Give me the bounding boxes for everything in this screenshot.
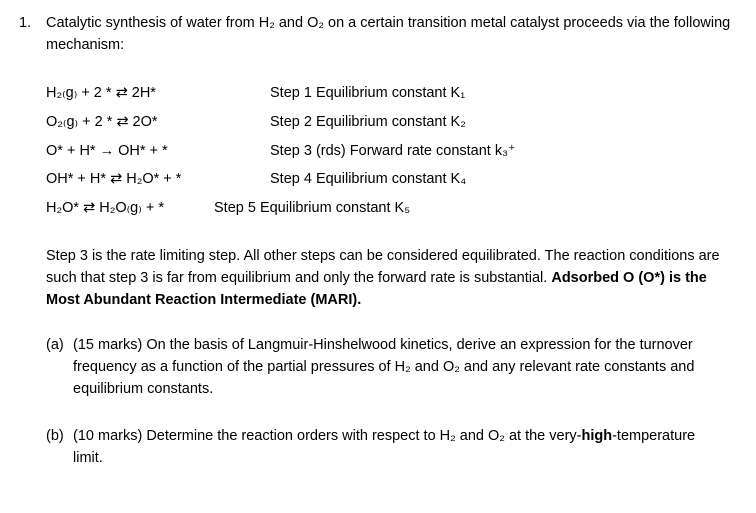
step-equation: O* + H* → OH* + *: [46, 143, 168, 159]
part-a-text: (15 marks) On the basis of Langmuir-Hinshelwood kinetics, derive an expression for the turnover frequency as a function of the partial pressures of H₂ and O₂ and any relevant rate constants and equilibrium constants.: [73, 337, 695, 397]
assumptions-text: Step 3 is the rate limiting step. All other steps can be considered equilibrated. The reaction conditions are such that step 3 is far from equilibrium and only the forward rate is substantial.: [46, 248, 720, 286]
step-description: Step 4 Equilibrium constant K₄: [270, 171, 467, 187]
step-description: Step 3 (rds) Forward rate constant k₃⁺: [270, 143, 516, 159]
step-equation: OH* + H* ⇄ H₂O* + *: [46, 171, 182, 187]
part-b-text-bold: high: [581, 428, 613, 444]
question-number: 1.: [19, 15, 32, 31]
part-b-text: [73, 425, 726, 469]
part-b-text-before: (10 marks) Determine the reaction orders with respect to H₂ and O₂ at the very-: [73, 428, 582, 444]
step-description: Step 2 Equilibrium constant K₂: [270, 114, 466, 130]
mari-statement: Adsorbed O (O*) is the Most Abundant Reaction Intermediate (MARI).: [46, 270, 707, 308]
step-description: Step 1 Equilibrium constant K₁: [270, 85, 466, 101]
part-b-text-after: -temperature limit.: [73, 428, 696, 466]
part-a: [46, 334, 726, 400]
part-b: [46, 425, 726, 469]
question-intro: Catalytic synthesis of water from H₂ and O₂ on a certain transition metal catalyst proceeds via the following mechanism:: [46, 15, 731, 53]
step-equation: H₂₍g₎ + 2 * ⇄ 2H*: [46, 85, 156, 101]
step-description: Step 5 Equilibrium constant K₅: [214, 200, 411, 216]
assumptions-paragraph: [46, 245, 736, 311]
part-a-label: (a): [46, 337, 64, 353]
part-b-label: (b): [46, 428, 64, 444]
step-equation: H₂O* ⇄ H₂O₍g₎ + *: [46, 200, 164, 216]
step-equation: O₂₍g₎ + 2 * ⇄ 2O*: [46, 114, 158, 130]
